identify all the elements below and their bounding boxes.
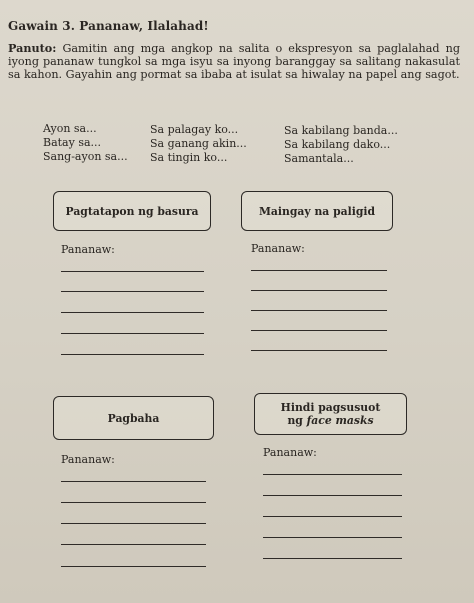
topic-box [53, 396, 214, 440]
phrase-item: Samantala... [284, 152, 354, 165]
answer-line[interactable] [61, 312, 204, 313]
answer-label: Pananaw: [263, 446, 317, 459]
phrase-item: Sa kabilang banda... [284, 124, 398, 137]
answer-line[interactable] [251, 270, 387, 271]
topic-label: Pagtatapon ng basura [65, 204, 199, 218]
answer-line[interactable] [263, 474, 402, 475]
answer-label: Pananaw: [61, 243, 115, 256]
topic-box [53, 191, 211, 231]
answer-line[interactable] [251, 350, 387, 351]
answer-line[interactable] [61, 333, 204, 334]
answer-label: Pananaw: [61, 453, 115, 466]
answer-line[interactable] [263, 558, 402, 559]
topic-label: Maingay na paligid [258, 204, 376, 218]
answer-line[interactable] [263, 516, 402, 517]
instructions [8, 42, 460, 81]
answer-line[interactable] [61, 354, 204, 355]
phrase-item: Batay sa... [43, 136, 102, 149]
answer-line[interactable] [61, 502, 206, 503]
phrase-item: Ayon sa... [43, 122, 97, 135]
phrase-item: Sa ganang akin... [150, 137, 247, 150]
phrase-item: Sa tingin ko... [150, 151, 228, 164]
answer-line[interactable] [61, 271, 204, 272]
answer-line[interactable] [61, 566, 206, 567]
phrase-item: Sa palagay ko... [150, 123, 239, 136]
instructions-text: Gamitin ang mga angkop na salita o ekspresyon sa paglalahad ng iyong pananaw tungkol sa mga isyu sa inyong baranggay sa salitang nakasulat sa kahon. Gayahin ang pormat sa ibaba at isulat sa hiwalay na papel ang sagot. [8, 42, 460, 81]
answer-line[interactable] [61, 544, 206, 545]
answer-line[interactable] [263, 495, 402, 496]
answer-line[interactable] [61, 291, 204, 292]
answer-line[interactable] [61, 523, 206, 524]
answer-line[interactable] [251, 310, 387, 311]
topic-label-italic: face masks [306, 414, 374, 427]
topic-label: Pagbaha [107, 411, 160, 425]
topic-label-line2 [287, 414, 373, 427]
phrase-item: Sa kabilang dako... [284, 138, 391, 151]
activity-title: Gawain 3. Pananaw, Ilalahad! [8, 19, 209, 33]
phrase-item: Sang-ayon sa... [43, 150, 128, 163]
instructions-label: Panuto: [8, 41, 57, 55]
answer-line[interactable] [61, 481, 206, 482]
topic-box [241, 191, 393, 231]
answer-line[interactable] [251, 330, 387, 331]
topic-label: Hindi pagsusuot [280, 401, 381, 414]
answer-line[interactable] [263, 537, 402, 538]
topic-label-prefix: ng [287, 414, 307, 427]
topic-box [254, 393, 407, 435]
answer-label: Pananaw: [251, 242, 305, 255]
answer-line[interactable] [251, 290, 387, 291]
